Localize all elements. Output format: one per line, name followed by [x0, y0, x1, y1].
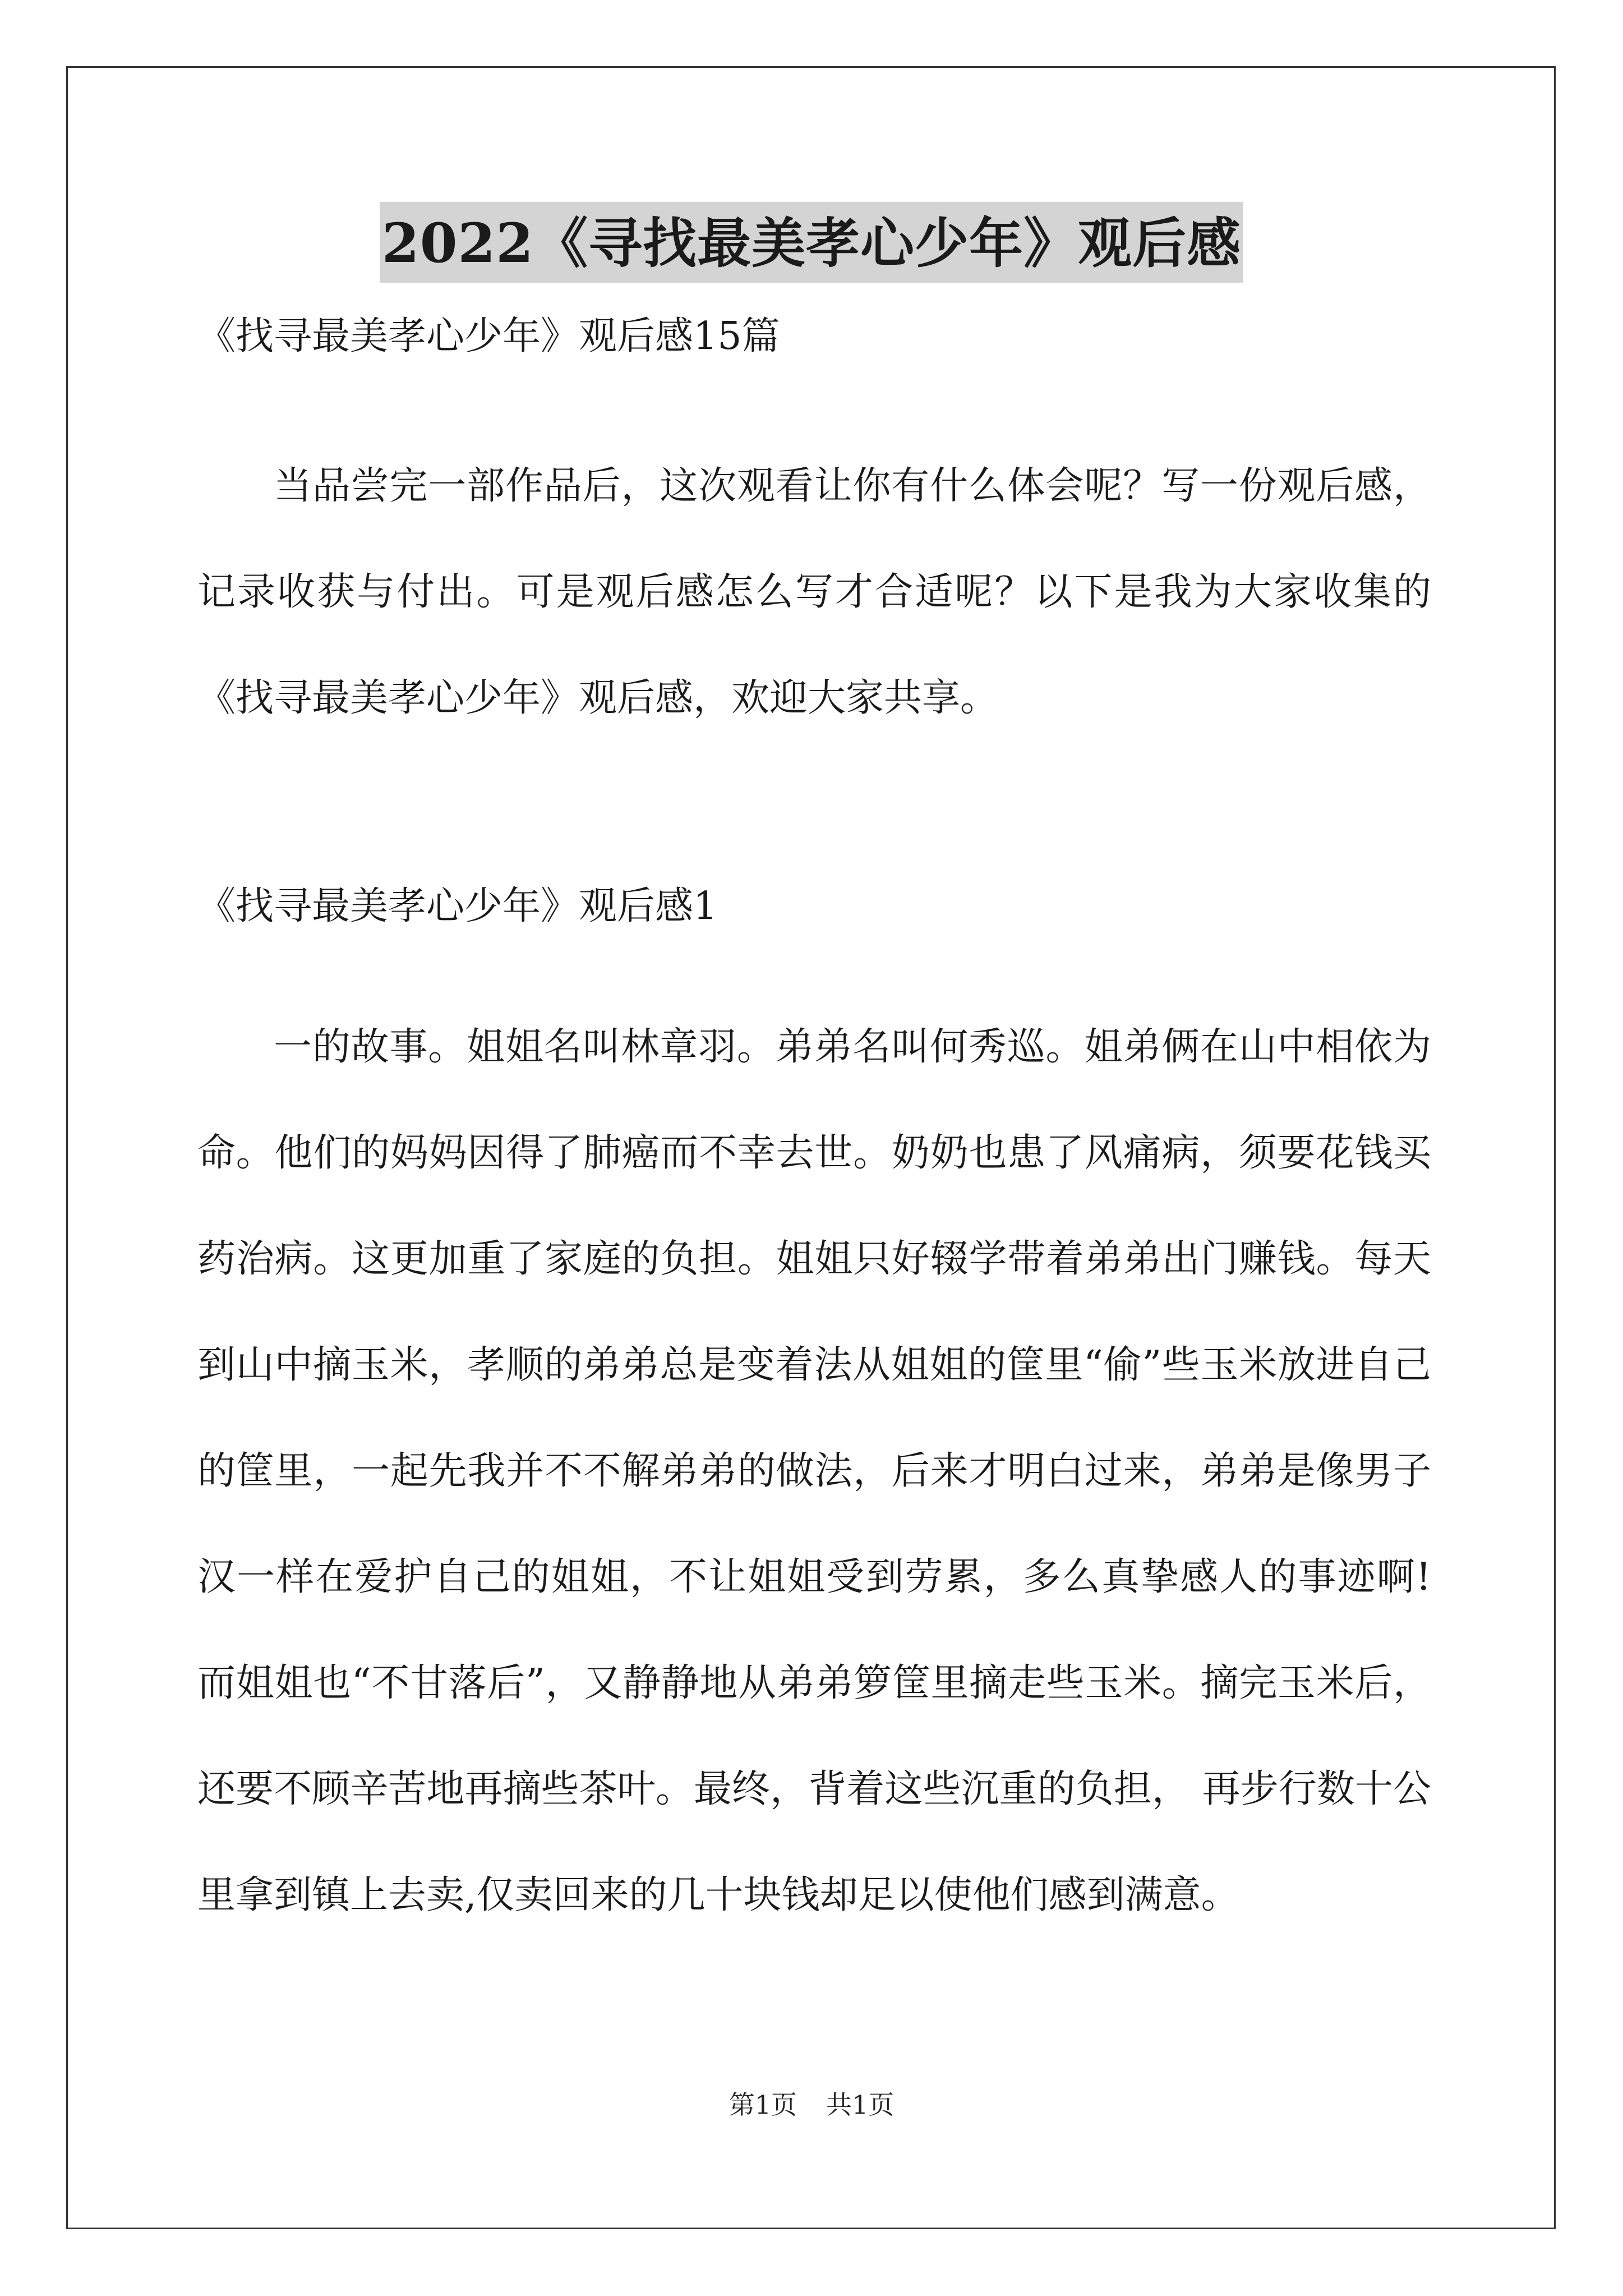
page-total: 共1页: [826, 2090, 895, 2120]
section-heading-block: [197, 880, 1431, 933]
intro-paragraph: 当品尝完一部作品后，这次观看让你有什么体会呢？写一份观后感，记录收获与付出。可是观后感怎么写才合适呢？以下是我为大家收集的《找寻最美孝心少年》观后感，欢迎大家共享。: [197, 464, 1431, 720]
document-title: 2022《寻找最美孝心少年》观后感: [380, 202, 1243, 283]
subtitle-block: [197, 310, 1431, 364]
body-block: [197, 994, 1431, 1948]
page-footer: [0, 2088, 1623, 2122]
page-number: 第1页: [728, 2090, 797, 2120]
body-paragraph: 一的故事。姐姐名叫林章羽。弟弟名叫何秀巡。姐弟俩在山中相依为命。他们的妈妈因得了肺癌而不幸去世。奶奶也患了风痛病，须要花钱买药治病。这更加重了家庭的负担。姐姐只好辍学带着弟弟出门赚钱。每天到山中摘玉米，孝顺的弟弟总是变着法从姐姐的筐里“偷”些玉米放进自己的筐里，一起先我并不不解弟弟的做法，后来才明白过来，弟弟是像男子汉一样在爱护自己的姐姐，不让姐姐受到劳累，多么真挚感人的事迹啊!而姐姐也“不甘落后”，又静静地从弟弟箩筐里摘走些玉米。摘完玉米后，还要不顾辛苦地再摘些茶叶。最终，背着这些沉重的负担， 再步行数十公里拿到镇上去卖,仅卖回来的几十块钱却足以使他们感到满意。: [197, 1025, 1431, 1917]
title-area: [0, 202, 1623, 283]
subtitle: 《找寻最美孝心少年》观后感15篇: [197, 314, 780, 358]
section-heading: 《找寻最美孝心少年》观后感1: [197, 884, 718, 928]
intro-block: [197, 433, 1431, 751]
